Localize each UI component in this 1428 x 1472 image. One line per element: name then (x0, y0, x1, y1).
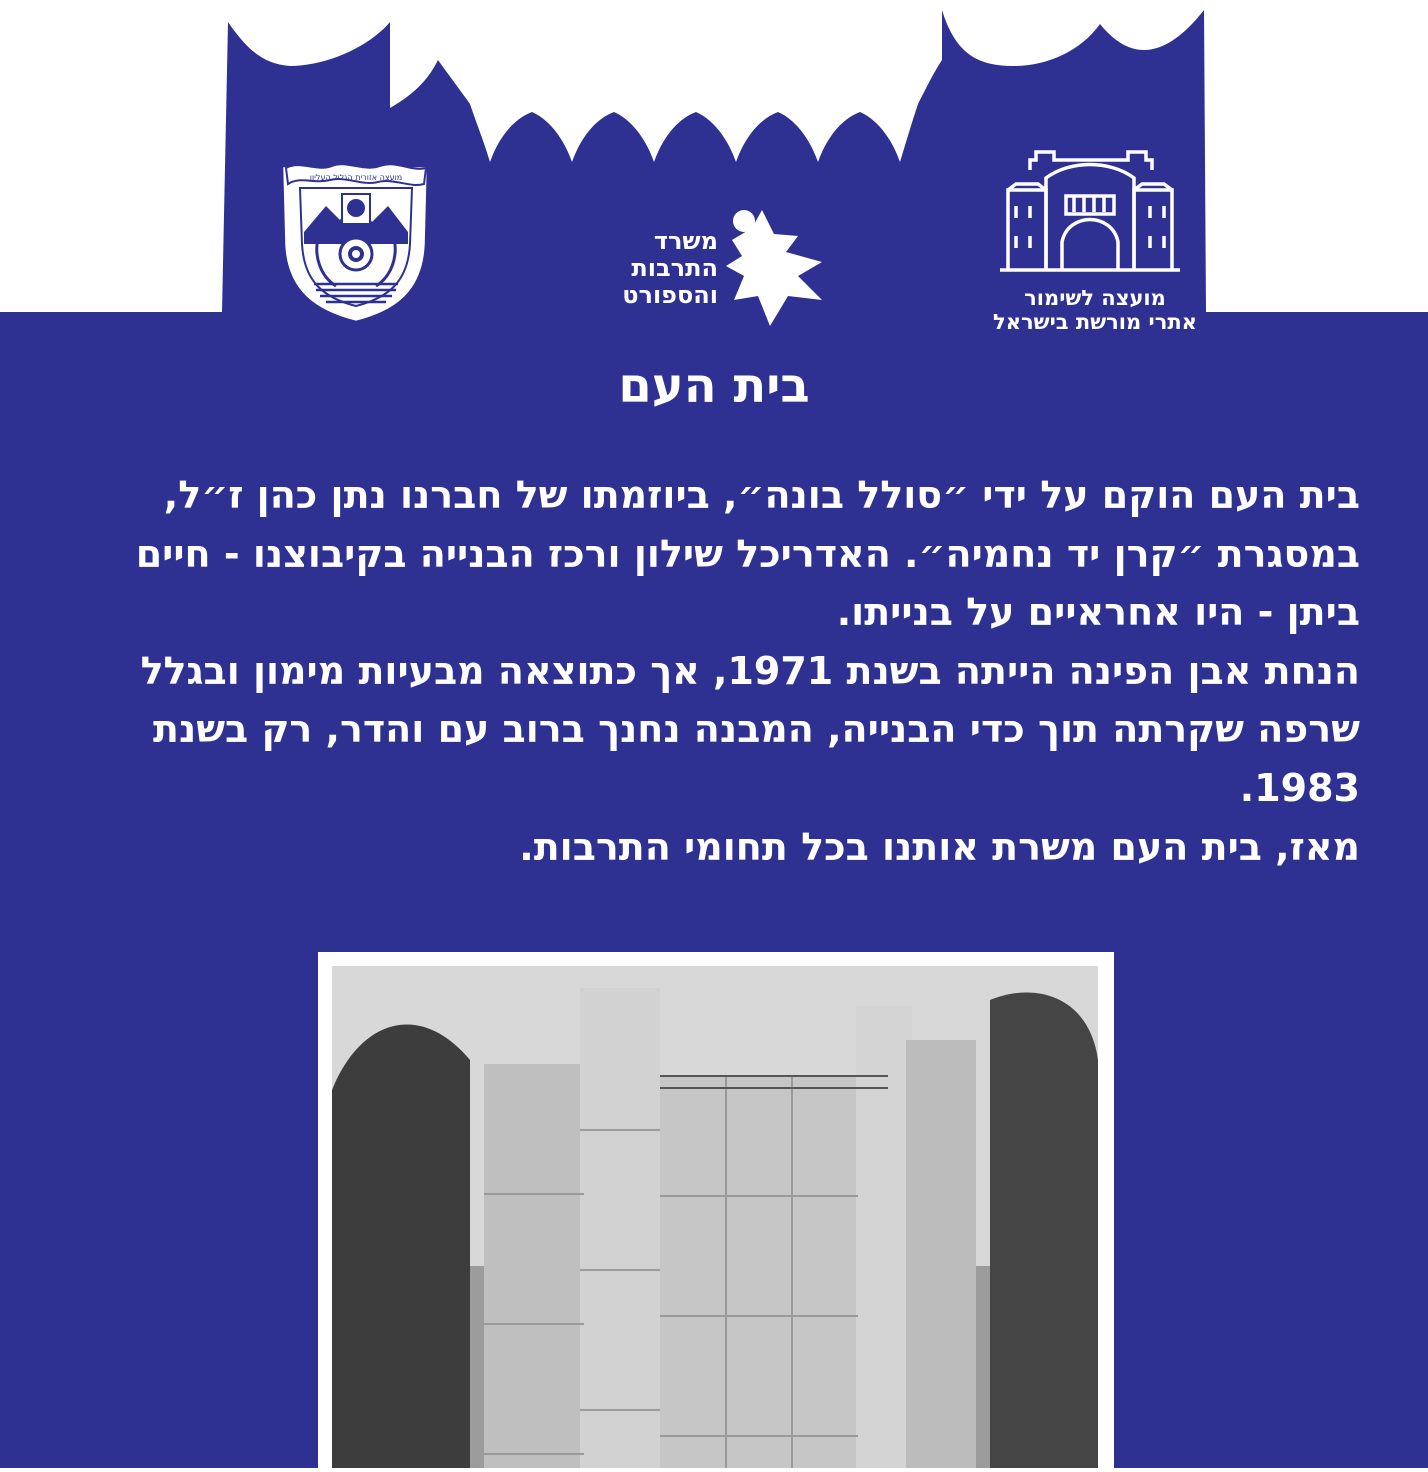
emblem-banner-text: מועצה אזורית הגליל העליון (309, 173, 403, 182)
body-text (60, 466, 1360, 876)
paragraph: הנחת אבן הפינה הייתה בשנת 1971, אך כתוצאה מבעיות מימון ובגלל שרפה שקרתה תוך כדי הבנייה, המבנה נחנך ברוב עם והדר, רק בשנת 1983. (140, 648, 1360, 810)
ministry-line2: התרבות (631, 254, 718, 282)
paragraph: מאז, בית העם משרת אותנו בכל תחומי התרבות. (519, 824, 1360, 869)
heritage-council-name (960, 286, 1230, 334)
paragraph: בית העם הוקם על ידי ״סולל בונה״, ביוזמתו של חברנו נתן כהן ז״ל, במסגרת ״קרן יד נחמיה״. האדריכל שילון ורכז הבנייה בקיבוצנו - חיים ביתן - היו אחראיים על בנייתו. (135, 473, 1360, 635)
page-title: בית העם (618, 358, 810, 414)
heritage-council-line2: אתרי מורשת בישראל (993, 310, 1197, 334)
ministry-line1: משרד (653, 227, 718, 255)
ministry-line3: והספורט (622, 281, 718, 309)
ministry-name (588, 228, 718, 309)
heritage-council-line1: מועצה לשימור (1024, 286, 1166, 310)
building-photo (318, 952, 1114, 1468)
